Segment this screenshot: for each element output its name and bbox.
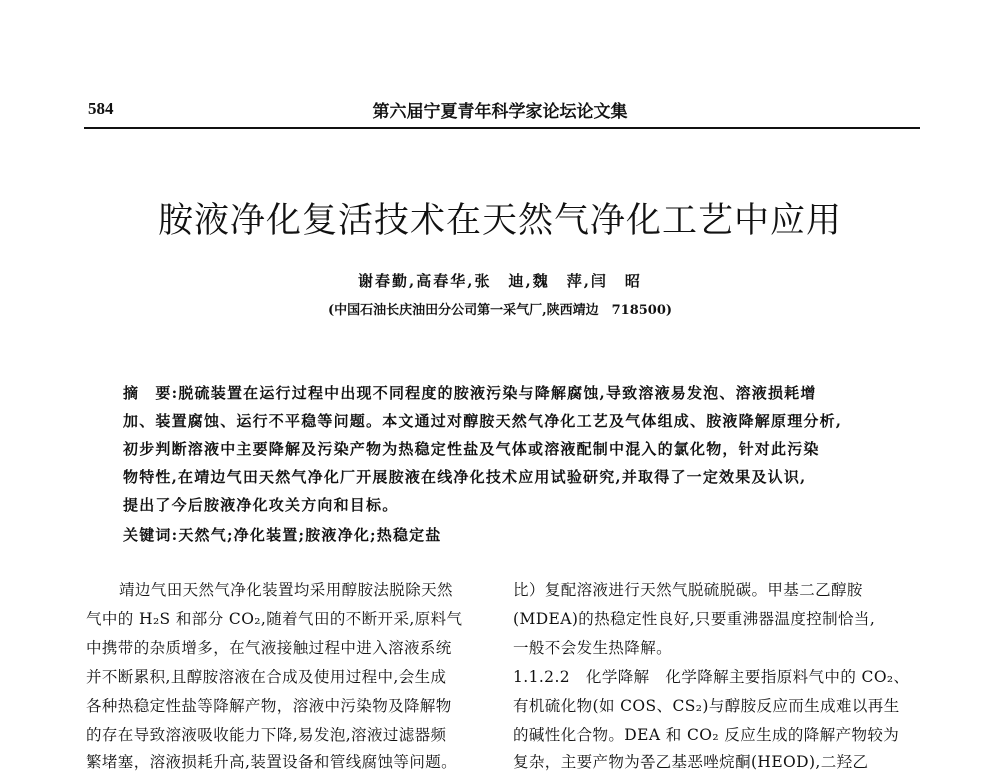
body-left-line: 繁堵塞，溶液损耗升高,装置设备和管线腐蚀等问题。 xyxy=(86,753,458,771)
body-right-line: 一般不会发生热降解。 xyxy=(513,639,673,657)
body-left-line: 靖边气田天然气净化装置均采用醇胺法脱除天然 xyxy=(119,581,453,599)
article-authors: 谢春勤,高春华,张 迪,魏 萍,闫 昭 xyxy=(358,272,642,290)
page-number: 584 xyxy=(88,99,114,118)
body-left-line: 并不断累积,且醇胺溶液在合成及使用过程中,会生成 xyxy=(86,668,447,686)
body-left-line: 各种热稳定性盐等降解产物，溶液中污染物及降解物 xyxy=(86,697,452,715)
abstract-line: 提出了今后胺液净化攻关方向和目标。 xyxy=(123,496,399,514)
body-left-line: 的存在导致溶液吸收能力下降,易发泡,溶液过滤器频 xyxy=(86,726,447,744)
body-right-line: 比）复配溶液进行天然气脱硫脱碳。甲基二乙醇胺 xyxy=(513,581,863,599)
body-right-line: (MDEA)的热稳定性良好,只要重沸器温度控制恰当, xyxy=(513,610,876,628)
body-right-line: 复杂，主要产物为쫌乙基恶唑烷酮(HEOD),二羟乙 xyxy=(513,753,869,771)
abstract-line: 摘 要:脱硫装置在运行过程中出现不同程度的胺液污染与降解腐蚀,导致溶液易发泡、溶液损耗增 xyxy=(123,384,817,402)
article-affiliation: (中国石油长庆油田分公司第一采气厂,陕西靖边 718500) xyxy=(327,303,673,318)
abstract-line: 物特性,在靖边气田天然气净化厂开展胺液在线净化技术应用试验研究,并取得了一定效果及认识, xyxy=(123,468,807,486)
body-right-line: 的碱性化合物。DEA 和 CO₂ 反应生成的降解产物较为 xyxy=(513,726,900,744)
header-rule xyxy=(84,127,920,129)
body-left-line: 中携带的杂质增多，在气液接触过程中进入溶液系统 xyxy=(86,639,452,657)
abstract-line: 初步判断溶液中主要降解及污染产物为热稳定性盐及气体或溶液配制中混入的氯化物，针对此污染 xyxy=(123,440,820,458)
section-heading-1-1-2-2: 1.1.2.2 化学降解 化学降解主要指原料气中的 CO₂、 xyxy=(513,668,910,686)
body-right-line: 有机硫化物(如 COS、CS₂)与醇胺反应而生成难以再生 xyxy=(513,697,900,715)
keywords: 关键词:天然气;净化装置;胺液净化;热稳定盐 xyxy=(123,526,442,544)
abstract-line: 加、装置腐蚀、运行不平稳等问题。本文通过对醇胺天然气净化工艺及气体组成、胺液降解原理分析, xyxy=(123,412,843,430)
running-header-title: 第六届宁夏青年科学家论坛论文集 xyxy=(372,102,628,122)
article-title: 胺液净化复活技术在天然气净化工艺中应用 xyxy=(157,201,842,241)
body-left-line: 气中的 H₂S 和部分 CO₂,随着气田的不断开采,原料气 xyxy=(86,610,463,628)
